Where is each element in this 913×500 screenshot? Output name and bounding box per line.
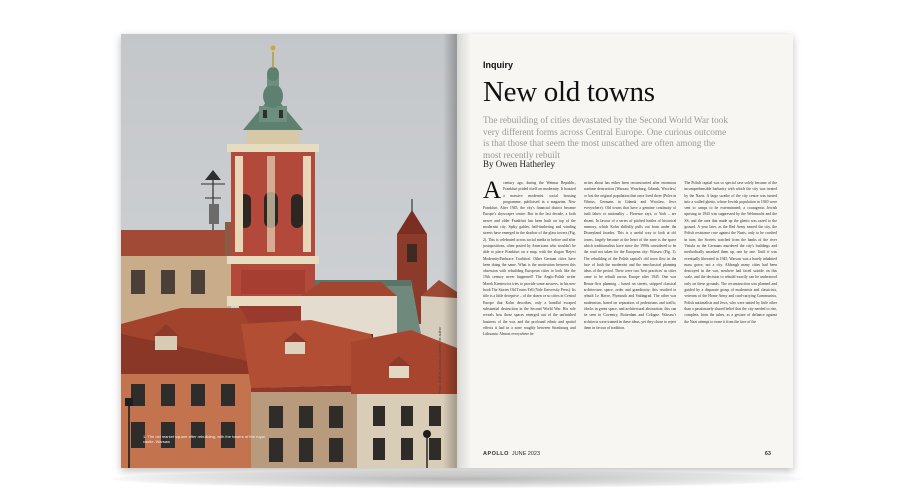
photo-credit: Photo: Andrzej Jurasik; Courtesy the author xyxy=(438,326,442,394)
footer-brand: APOLLO xyxy=(483,451,509,457)
article-body xyxy=(483,180,777,442)
magazine-shadow xyxy=(112,470,802,488)
article-title: New old towns xyxy=(483,76,655,108)
photo-caption: 1. The old market square after rebuilding, with the towers of the royal castle, Warsaw xyxy=(143,434,265,444)
article-standfirst: The rebuilding of cities devastated by the Second World War took very different forms across Central Europe. One curious outcome is that those that seem the most unscathed are often among the most recently rebuilt xyxy=(483,116,728,161)
section-label: Inquiry xyxy=(483,60,514,70)
left-page-photo xyxy=(121,34,457,468)
right-page-article xyxy=(457,34,793,468)
page-number: 63 xyxy=(764,451,771,457)
body-column-1-text: century ago, during the Weimar Republic, Frankfurt prided itself on modernity. It boasted a massive modernist social housing programme, publicised in a magazine, New Frankfurt. After 1945, the city's financial district became Europe's skyscraper centre. But in the last decade, a both newer and older Frankfurt has been built on top of the modernist city. Spiky gables, half-timbering and winding streets have emerged in the shadow of the glass towers (Fig. 2). This is celebrated across social media in before and after juxtapositions, often posted by Americans who wouldn't be able to place Frankfurt on a map, with the slogan 'Reject Modernity/Embrace Tradition'. Other German cities have been doing the same. What is the motivation between this obsession with rebuilding European cities to look like the 19th century never happened? The Anglo-Polish writer Marek Kieniewicz tries to provide some answers, in his new book The Stories Old Towns Tell (Yale University Press). Its title is a little deceptive – of the dozen or so cities in Central Europe that Kohn describes, only a handful escaped substantial destruction in the Second World War. His role reveals how these spaces emerged out of the unfinished business of the war, and the profound ethnic and spatial effects it had in a zone roughly between Strasbourg and Lithuania. Almost everywhere he xyxy=(483,181,576,337)
body-column-2: writes about has either been reconstructed after enormous wartime destruction (Warsaw, Wurzburg, Gdansk, Wroclaw) or lost the original population that once lived there (Poles in Vilnius, Germans in Gdansk and Wroclaw, Jews everywhere). Old towns that have a genuine continuity of built fabric or nationality – Florence says, or York – are absent. In favour of a series of pitched battles of historical memory, which Kohn skilfully pulls out from under the Disneyland facades. This is a useful way to look at old towns, largely because at the heart of the zone is the space which traditionalists have since the 1990s considered to be the road not taken for the European city: Warsaw (Fig. 1). The rebuilding of the Polish capital's old town flew in the face of both the modernist and the neoclassical planning ideas of the period. There were two 'best practices' as cities came to be rebuilt across Europe after 1945. One was Beaux-Arts planning – based on streets, stripped classical architecture, space, order and grandiosity; this resulted in rebuilt Le Havre, Plymouth and Stalingrad. The other was modernism, based on separation of pedestrians and traffic, blocks in green space, and architectural abstraction; this can be seen in Coventry, Rotterdam and Cologne. Warsaw's architects were trained in these ideas, yet they chose to reject them in favour of tradition. xyxy=(583,181,677,330)
body-column-3: The Polish capital was so special case solely because of the incomprehensible barbarity with which the city was treated by the Nazis. A large swathe of the city centre was turned into a walled ghetto, whose Jewish population in 1940 were sent to camps to be exterminated; a courageous Jewish uprising in 1943 was suppressed by the Wehrmacht and the SS, and the area that made up the ghetto was razed to the ground. A year later, as the Red Army neared the city, the Polish resistance rose against the Nazis, only to be crushed in turn; the Soviets watched from the banks of the river Vistula as the Germans murdered the city's buildings and methodically smashed them up, one by one. Until it was eventually liberated in 1945, Warsaw was a barely inhabited mass grave, not a city. Although many cities had been destroyed in the war, nowhere had faced suicide on this scale, and the decision to rebuild exactly can be understood only on these grounds. The reconstruction was planned and guided by a disparate group of modernists and classicists, veterans of the Home Army and card-carrying Communists, Polish nationalists and Jews, who were united by little other than a passionately shared belief that the city needed to rise, complete, from the ashes, as a gesture of defiance against the Nazi attempt to erase it from the face of the xyxy=(684,181,778,324)
footer-date: JUNE 2023 xyxy=(511,451,541,457)
magazine-spread xyxy=(121,34,793,468)
article-byline: By Owen Hatherley xyxy=(483,159,555,169)
drop-cap: A xyxy=(483,180,502,204)
page-footer xyxy=(483,451,540,457)
warsaw-old-town-photo xyxy=(121,34,457,468)
body-column-1 xyxy=(483,180,576,442)
